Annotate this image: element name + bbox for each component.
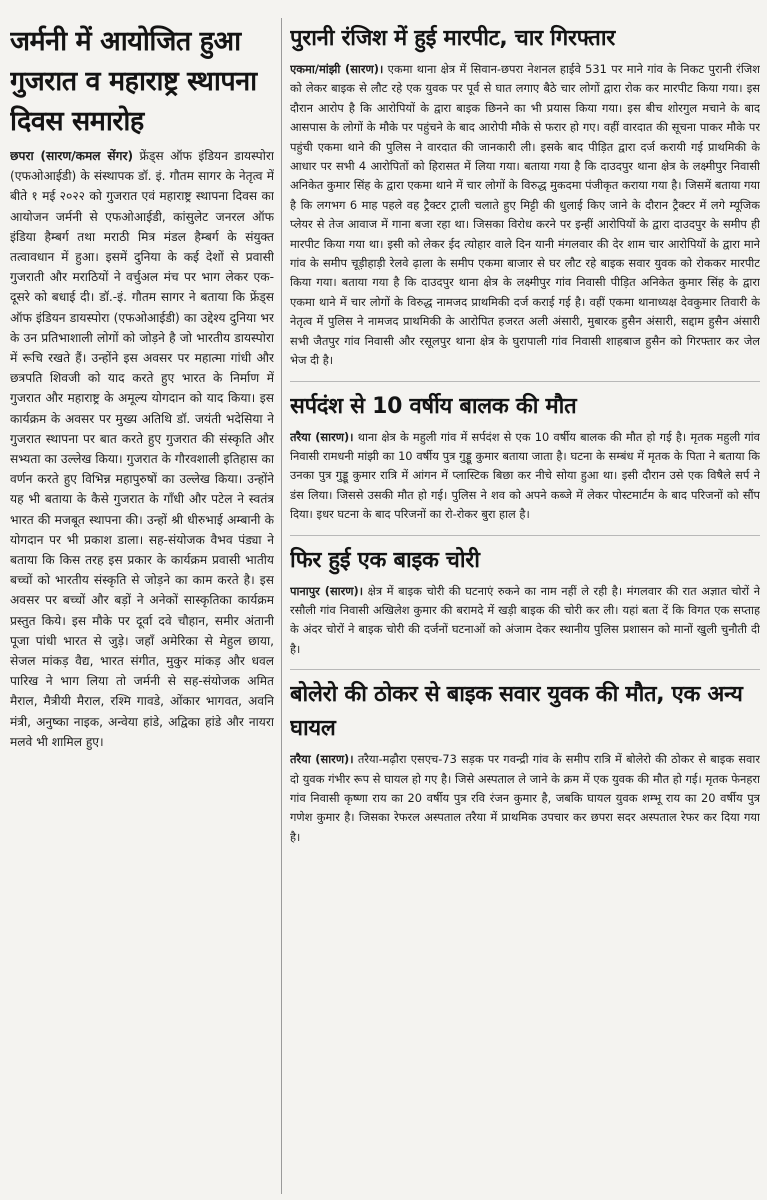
story-headline: फिर हुई एक बाइक चोरी	[290, 547, 480, 573]
story-snakebite-death	[290, 390, 760, 525]
story-divider	[290, 381, 760, 382]
story-bolero-accident	[290, 678, 760, 847]
story-headline: बोलेरो की ठोकर से बाइक सवार युवक की मौत, एक अन्य घायल	[290, 682, 743, 742]
left-column	[10, 22, 274, 1194]
story-dateline: तरैया (सारण)।	[290, 429, 354, 444]
story-dateline: छपरा (सारण/कमल सेंगर)	[10, 149, 134, 163]
story-text: फ्रेंड्स ऑफ इंडियन डायस्पोरा (एफओआईडी) के संस्थापक डॉ. इं. गौतम सागर के नेतृत्व में बीते १ मई २०२२ को गुजरात एवं महाराष्ट्र स्थापना दिवस का आयोजन जर्मनी से एफओआईडी, कांसुलेट जनरल ऑफ इंडिया हैम्बर्ग तथा मराठी मित्र मंडल हैम्बर्ग के संयुक्त तत्वावधान में हुआ। इसमें दुनिया के कई देशों से प्रवासी गुजराती और मराठियों ने वर्चुअल मंच पर भाग लेकर एक-दूसरे को बधाई दी। डॉ.-इं. गौतम सागर ने बताया कि फ्रेंड्स ऑफ इंडियन डायस्पोरा (एफओआईडी) का उद्देश्य दुनिया भर के उन प्रतिभाशाली लोगों को जोड़ने है जो भारतीय डायस्पोरा में रूचि रखते हैं। उन्होंने इस अवसर पर महात्मा गांधी और छत्रपति शिवजी को याद करते हुए भारत के निर्माण में गुजरात और महाराष्ट्र के अमूल्य योगदान को याद किया। इस कार्यक्रम के अवसर पर मुख्य अतिथि डॉ. जयंती भदेसिया ने गुजरात स्थापना पर बात करते हुए गुजरात की संस्कृति और सभ्यता का उल्लेख किया। गुजरात के गौरवशाली इतिहास का वर्णन करते हुए विभिन्न महापुरुषों का उल्लेख किया। उन्होंने यह भी बताया के कैसे गुजरात के गाँधी और पटेल ने स्वतंत्र भारत की मजबूत स्थापना की। उन्हों श्री धीरुभाई अम्बानी के योगदान पर भी प्रकाश डाला। सह-संयोजक वैभव पंड्या ने बताया कि किस तरह इस प्रकार के कार्यक्रम प्रवासी भातीय बच्चों को भारतीय संस्कृति से जोड़ने का काम करते है। इस अवसर पर बच्चों और बड़ों ने अनेकों सास्कृतिका कार्यक्रम प्रस्तुत किये। इस मौके पर दूर्वा दवे चौहान, समीर अंतानी पूजा पांधी भारत से जुड़े। जहाँ अमेरिका से मेहुल छाया, सेजल मांकड़ वैद्य, भारत संगीत, मुकुर मांकड़ और धवल पारिख ने भाग लिया तो जर्मनी से सह-संयोजक अमित मैराल, मैत्रीयी मैराल, रश्मि गावडे, ओंकार भागवत, अवनि मंत्री, अनुष्का नाइक, अन्वेया हांडे, अद्विका हांडे और नायरा मलवे भी शामिल हुए।	[10, 149, 274, 749]
story-headline: जर्मनी में आयोजित हुआ गुजरात व महाराष्ट्र स्थापना दिवस समारोह	[10, 26, 257, 137]
story-headline: पुरानी रंजिश में हुई मारपीट, चार गिरफ्तार	[290, 26, 615, 51]
story-text: एकमा थाना क्षेत्र में सिवान-छपरा नेशनल हाईवे 531 पर माने गांव के निकट पुरानी रंजिश को लेकर बाइक से लौट रहे एक युवक पर पूर्व से घात लगाए बैठे चार लोगों द्वारा रोक कर मारपीट किया गया। इस दौरान आरोप है कि आरोपियों के द्वारा बाइक छिनने का भी प्रयास किया गया। इस बीच शोरगुल मचाने के बाद आसपास के लोगों के मौके पर पहुंचने के बाद आरोपी मौके से फरार हो गए। वहीं वारदात की सूचना पाकर मौके पर पहुंची एकमा थाने की पुलिस ने वारदात की जानकारी ली। इसके बाद पीड़ित द्वारा दर्ज करायी गई प्राथमिकी के आधार पर सभी 4 आरोपितों को हिरासत में लिया गया। बताया गया है कि दाउदपुर थाना क्षेत्र के लक्ष्मीपुर निवासी अनिकेत कुमार सिंह के द्वारा एकमा थाने में चार लोगों के विरुद्ध मुकदमा पंजीकृत कराया गया है। जिसमें बताया गया है कि लगभग 6 माह पहले वह ट्रैक्टर ट्राली चलाते हुए मिट्टी की धुलाई किए जाने के दौरान ट्रैक्टर में लगे म्यूजिक प्लेयर से तेज आवाज में गाना बजा रहा था। जिसका विरोध करने पर इन्हीं आरोपियों के द्वारा दाउदपुर के समीप ही मारपीट किया गया था। इसी को लेकर ईद त्योहार वाले दिन यानी मंगलवार की देर शाम चार आरोपियों के द्वारा माने गांव के समीप चूड़ीहाड़ी रेलवे ढ़ाला के समीप एकमा बाजार से घर लौट रहे बाइक सवार युवक को रोककर मारपीट किया गया। बताया गया है कि दाउदपुर थाना क्षेत्र के लक्ष्मीपुर गांव निवासी पीड़ित अनिकेत कुमार सिंह के द्वारा एकमा थाने में चार लोगों के विरुद्ध नामजद प्राथमिकी दर्ज कराई गई है। वहीं एकमा थानाध्यक्ष देवकुमार तिवारी के नेतृत्व में पुलिस ने नामजद प्राथमिकी के आरोपित हजरत अली अंसारी, मुबारक हुसैन अंसारी, सद्दाम हुसैन अंसारी सभी जैतपुर गांव निवासी और रसूलपुर थाना क्षेत्र के घुरापाली गांव निवासी शाहबाज हुसैन को गिरफ्तार कर जेल भेज दी है।	[290, 62, 760, 368]
story-divider	[290, 535, 760, 536]
column-divider	[281, 18, 282, 1194]
story-dateline: पानापुर (सारण)।	[290, 583, 364, 598]
story-body	[290, 582, 760, 660]
story-headline: सर्पदंश से 10 वर्षीय बालक की मौत	[290, 393, 577, 419]
story-old-enmity-assault	[290, 22, 760, 371]
story-dateline: तरैया (सारण)।	[290, 752, 354, 767]
story-germany-foundation-day	[10, 22, 274, 752]
story-divider	[290, 669, 760, 670]
story-bike-theft	[290, 544, 760, 660]
story-body	[290, 60, 760, 371]
story-body	[290, 428, 760, 525]
right-column	[290, 22, 760, 1194]
story-body	[10, 146, 274, 752]
story-text: तरैया-मढ़ौरा एसएच-73 सड़क पर गवन्द्री गांव के समीप रात्रि में बोलेरो की ठोकर से बाइक सवार दो युवक गंभीर रूप से घायल हो गए है। जिसे अस्पताल ले जाने के क्रम में एक युवक की मौत हो गई। मृतक फेनहरा गांव निवासी कृष्णा राय का 20 वर्षीय पुत्र रवि रंजन कुमार है, जबकि घायल युवक शम्भू राय का 20 वर्षीय पुत्र गणेश कुमार है। जिसका रेफरल अस्पताल तरैया में प्राथमिक उपचार कर छपरा सदर अस्पताल रेफर कर दिया गया है।	[290, 752, 760, 844]
story-body	[290, 750, 760, 847]
story-text: थाना क्षेत्र के महुली गांव में सर्पदंश से एक 10 वर्षीय बालक की मौत हो गई है। मृतक महुली गांव निवासी रामधनी मांझी का 10 वर्षीय पुत्र गुड्डू कुमार बताया जाता है। घटना के सम्बंध में मृतक के पिता ने बताया कि उनका पुत्र गुड्डू कुमार रात्रि में आंगन में प्लास्टिक बिछा कर नीचे सोया हुआ था। इसी दौरान उसे एक विषैले सर्प ने डंस लिया। जिससे उसकी मौत हो गई। पुलिस ने शव को अपने कब्जे में लेकर पोस्टमार्टम के बाद परिजनों को सौंप दिया। इधर घटना के बाद परिजनों का रो-रोकर बुरा हाल है।	[290, 429, 760, 522]
story-text: क्षेत्र में बाइक चोरी की घटनाएं रुकने का नाम नहीं ले रही है। मंगलवार की रात अज्ञात चोरों ने रसौली गांव निवासी अखिलेश कुमार की बरामदे में खड़ी बाइक की चोरी कर ली। यहां बता दें कि विगत एक सप्ताह के अंदर चोरों ने बाइक चोरी की दर्जनों घटनाओं को अंजाम देकर स्थानीय पुलिस प्रशासन को मानों खुली चुनौती दी है।	[290, 583, 760, 656]
story-dateline: एकमा/मांझी (सारण)।	[290, 62, 384, 76]
